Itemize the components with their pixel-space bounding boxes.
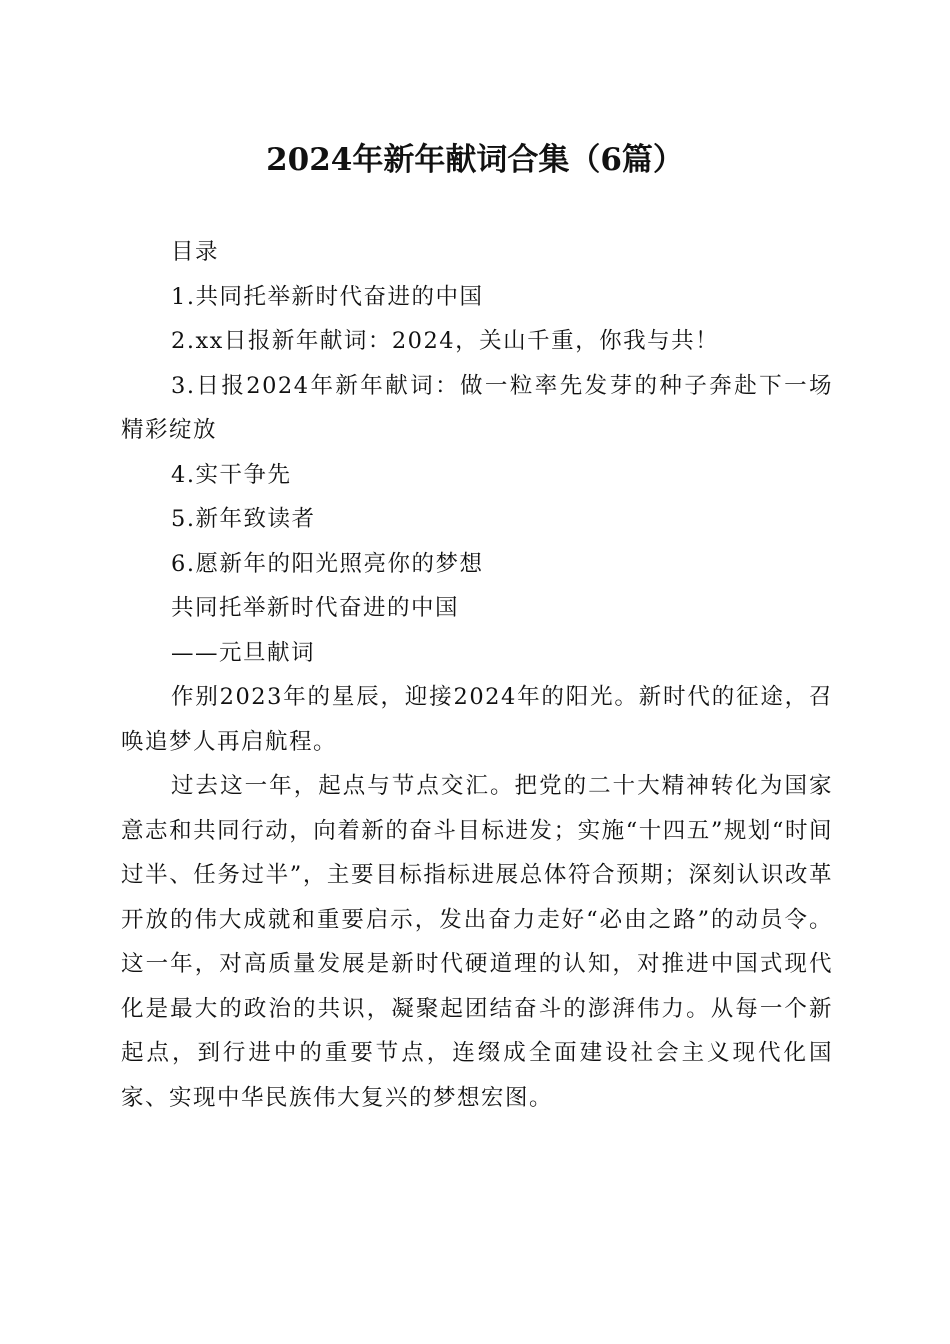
article-title: 共同托举新时代奋进的中国	[171, 595, 460, 621]
toc-item: 1.共同托举新时代奋进的中国	[171, 283, 484, 310]
article-subtitle: ——元旦献词	[171, 639, 316, 666]
toc-heading: 目录	[171, 239, 220, 265]
document-body	[121, 230, 833, 1120]
body-paragraph: 过去这一年，起点与节点交汇。把党的二十大精神转化为国家意志和共同行动，向着新的奋斗目标进发；实施“十四五”规划“时间过半、任务过半”，主要目标指标进展总体符合预期；深刻认识改革开放的伟大成就和重要启示，发出奋力走好“必由之路”的动员令。这一年，对高质量发展是新时代硬道理的认知，对推进中国式现代化是最大的政治的共识，凝聚起团结奋斗的澎湃伟力。从每一个新起点，到行进中的重要节点，连缀成全面建设社会主义现代化国家、实现中华民族伟大复兴的梦想宏图。	[121, 773, 833, 1111]
toc-item: 6.愿新年的阳光照亮你的梦想	[171, 550, 484, 577]
document-title: 2024年新年献词合集（6篇）	[266, 142, 684, 178]
toc-item: 5.新年致读者	[171, 506, 316, 532]
toc-item: 4.实干争先	[171, 461, 292, 488]
toc-item: 2.xx日报新年献词：2024，关山千重，你我与共！	[171, 328, 720, 354]
body-paragraph: 作别2023年的星辰，迎接2024年的阳光。新时代的征途，召唤追梦人再启航程。	[121, 684, 833, 755]
toc-item: 3.日报2024年新年献词：做一粒率先发芽的种子奔赴下一场精彩绽放	[121, 372, 833, 443]
